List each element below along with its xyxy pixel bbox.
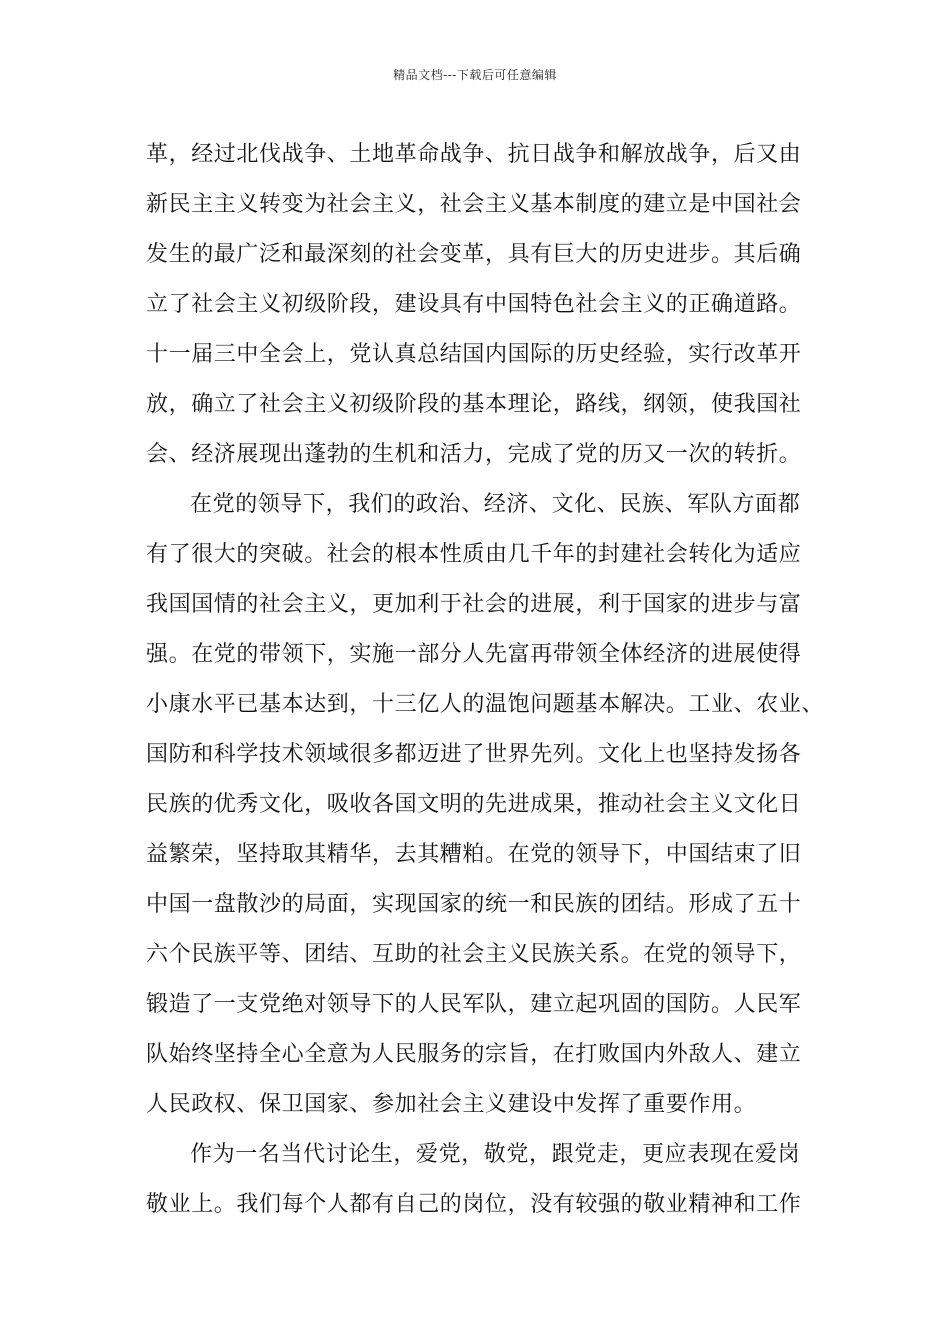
page-header: 精品文档---下载后可任意编辑 bbox=[393, 68, 557, 82]
text-line: 革，经过北伐战争、土地革命战争、抗日战争和解放战争，后又由 bbox=[146, 142, 802, 167]
text-line: 锻造了一支党绝对领导下的人民军队，建立起巩固的国防。人民军 bbox=[146, 992, 802, 1017]
text-line: 人民政权、保卫国家、参加社会主义建设中发挥了重要作用。 bbox=[146, 1092, 757, 1117]
text-line: 放，确立了社会主义初级阶段的基本理论，路线，纲领，使我国社 bbox=[146, 392, 802, 417]
text-line: 敬业上。我们每个人都有自己的岗位，没有较强的敬业精神和工作 bbox=[146, 1192, 802, 1217]
text-line: 发生的最广泛和最深刻的社会变革，具有巨大的历史进步。其后确 bbox=[146, 242, 802, 267]
text-line: 队始终坚持全心全意为人民服务的宗旨，在打败国内外敌人、建立 bbox=[146, 1042, 802, 1067]
paragraph bbox=[146, 130, 826, 480]
text-line: 立了社会主义初级阶段，建设具有中国特色社会主义的正确道路。 bbox=[146, 292, 802, 317]
text-line: 国防和科学技术领域很多都迈进了世界先列。文化上也坚持发扬各 bbox=[146, 742, 802, 767]
text-line: 会、经济展现出蓬勃的生机和活力，完成了党的历又一次的转折。 bbox=[146, 442, 802, 467]
text-line: 在党的领导下，我们的政治、经济、文化、民族、军队方面都 bbox=[190, 492, 801, 517]
text-line: 六个民族平等、团结、互助的社会主义民族关系。在党的领导下， bbox=[146, 942, 802, 967]
text-line: 小康水平已基本达到，十三亿人的温饱问题基本解决。工业、农业、 bbox=[146, 692, 825, 717]
text-line: 中国一盘散沙的局面，实现国家的统一和民族的团结。形成了五十 bbox=[146, 892, 802, 917]
text-line: 强。在党的带领下，实施一部分人先富再带领全体经济的进展使得 bbox=[146, 642, 802, 667]
paragraph bbox=[146, 1130, 826, 1230]
text-line: 十一届三中全会上，党认真总结国内国际的历史经验，实行改革开 bbox=[146, 342, 802, 367]
text-line: 有了很大的突破。社会的根本性质由几千年的封建社会转化为适应 bbox=[146, 542, 802, 567]
text-line: 作为一名当代讨论生，爱党，敬党，跟党走，更应表现在爱岗 bbox=[190, 1142, 801, 1167]
text-line: 我国国情的社会主义，更加利于社会的进展，利于国家的进步与富 bbox=[146, 592, 802, 617]
text-line: 益繁荣，坚持取其精华，去其糟粕。在党的领导下，中国结束了旧 bbox=[146, 842, 802, 867]
text-line: 新民主主义转变为社会主义，社会主义基本制度的建立是中国社会 bbox=[146, 192, 802, 217]
text-line: 民族的优秀文化，吸收各国文明的先进成果，推动社会主义文化日 bbox=[146, 792, 802, 817]
document-body bbox=[146, 130, 826, 1230]
paragraph bbox=[146, 480, 826, 1130]
